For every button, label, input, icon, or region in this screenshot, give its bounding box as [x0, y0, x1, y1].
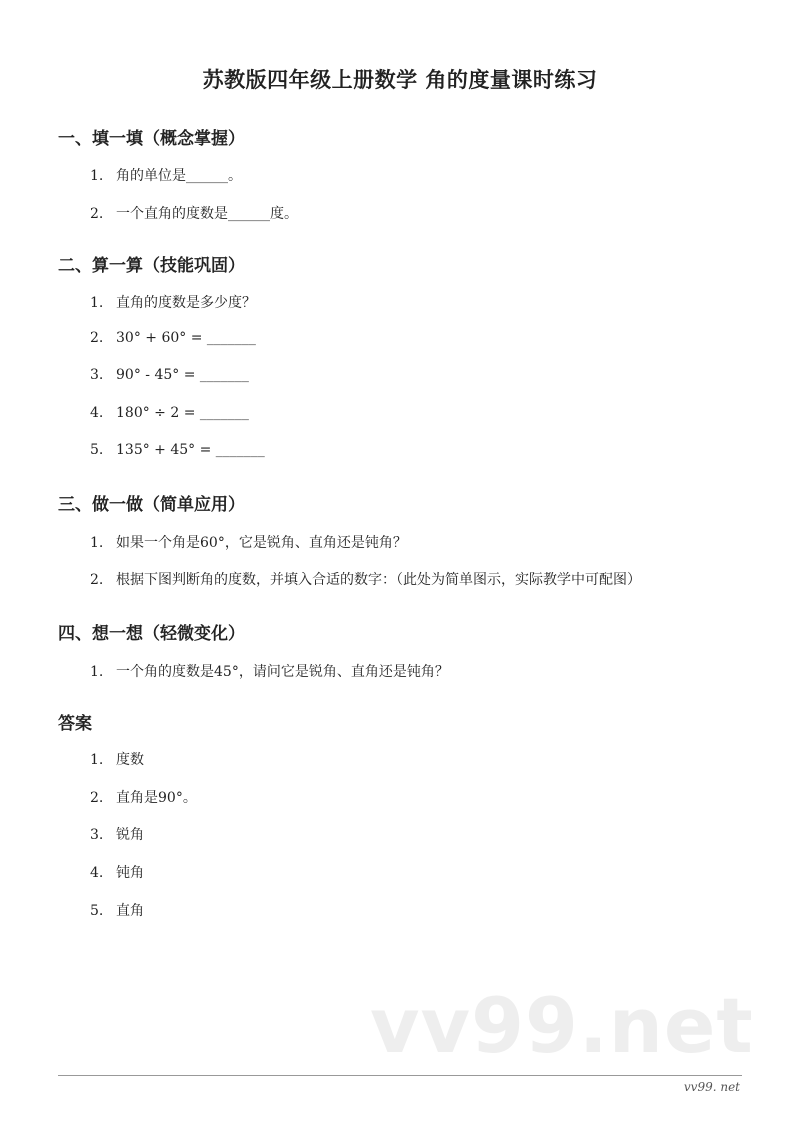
section-heading-calculate: 二、算一算（技能巩固） [58, 256, 245, 276]
list-item: 3. 90° - 45° = _______ [90, 367, 249, 383]
section-heading-fill: 一、填一填（概念掌握） [58, 129, 245, 149]
list-item: 2. 根据下图判断角的度数，并填入合适的数字：（此处为简单图示，实际教学中可配图） [90, 572, 641, 588]
list-item: 1. 直角的度数是多少度？ [90, 295, 256, 311]
section-heading-answers: 答案 [58, 714, 92, 734]
answer-item: 4. 钝角 [90, 865, 144, 881]
list-item: 4. 180° ÷ 2 = _______ [90, 405, 249, 421]
list-item: 2. 一个直角的度数是______度。 [90, 206, 298, 222]
answer-item: 5. 直角 [90, 903, 144, 919]
footer-divider [58, 1075, 742, 1076]
answer-item: 3. 锐角 [90, 827, 144, 843]
list-item: 2. 30° + 60° = _______ [90, 330, 256, 346]
page-title: 苏教版四年级上册数学 角的度量课时练习 [202, 67, 598, 92]
footer-site-label: vv99. net [683, 1080, 740, 1094]
section-heading-apply: 三、做一做（简单应用） [58, 495, 245, 515]
list-item: 1. 角的单位是______。 [90, 168, 242, 184]
list-item: 1. 一个角的度数是45°，请问它是锐角、直角还是钝角？ [90, 664, 449, 680]
list-item: 1. 如果一个角是60°，它是锐角、直角还是钝角？ [90, 535, 407, 551]
list-item: 5. 135° + 45° = _______ [90, 442, 265, 458]
section-heading-think: 四、想一想（轻微变化） [58, 624, 245, 644]
watermark: vv99.net [370, 981, 754, 1070]
answer-item: 1. 度数 [90, 752, 144, 768]
answer-item: 2. 直角是90°。 [90, 790, 197, 806]
